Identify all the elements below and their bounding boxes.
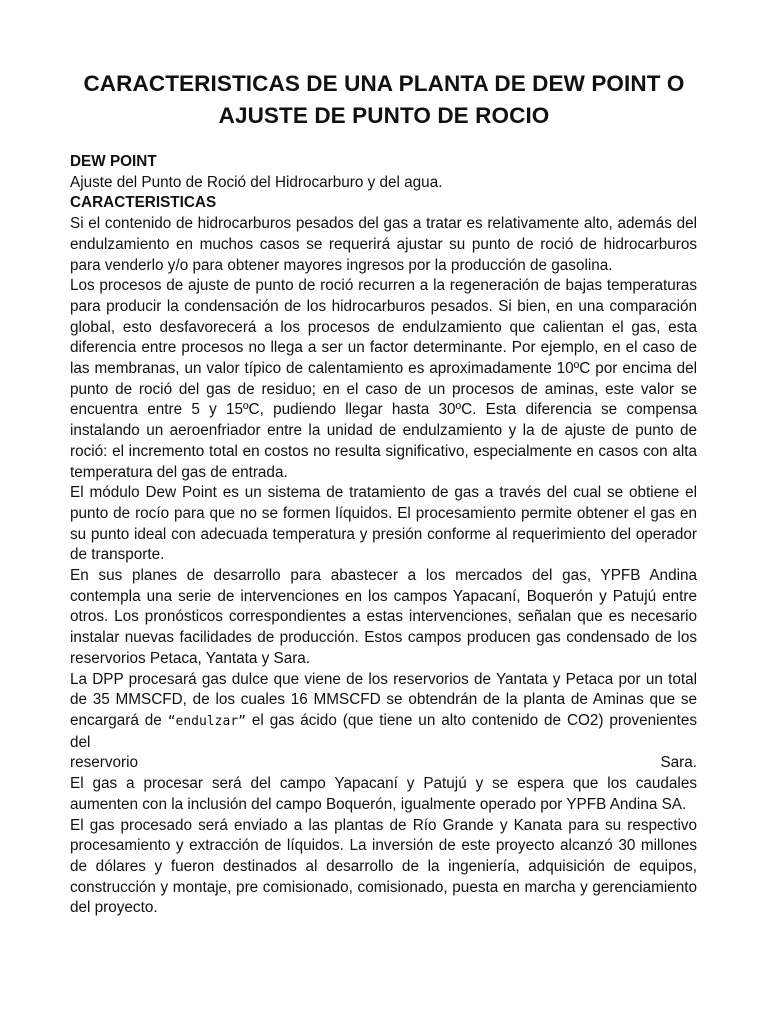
paragraph-dpp-part2: el gas ácido (que tiene un alto contenido de CO2) provenientes del [70,711,697,751]
paragraph-gas-procesar: El gas a procesar será del campo Yapacaní y Patujú y se espera que los caudales aumenten con la inclusión del campo Boquerón, igualmente operado por YPFB Andina SA. [70,775,697,813]
paragraph-contenido: Si el contenido de hidrocarburos pesados del gas a tratar es relativamente alto, además del endulzamiento en muchos casos se requerirá ajustar su punto de roció de hidrocarburos para venderlo y/o para obtener mayores ingresos por la producción de gasolina. [70,215,697,274]
page-title-line-2: AJUSTE DE PUNTO DE ROCIO [218,103,550,128]
document-body [70,152,697,919]
paragraph-dpp-last-right: Sara. [660,754,697,772]
page-title [60,68,708,132]
paragraph-gas-procesado: El gas procesado será enviado a las plantas de Río Grande y Kanata para su respectivo procesamiento y extracción de líquidos. La inversión de este proyecto alcanzó 30 millones de dólares y fueron destinados al desarrollo de la ingeniería, adquisición de equipos, construcción y montaje, pre comisionado, comisionado, puesta en marcha y gerenciamiento del proyecto. [70,816,697,917]
paragraph-planes-desarrollo: En sus planes de desarrollo para abastecer a los mercados del gas, YPFB Andina contempla una serie de intervenciones en los campos Yapacaní, Boquerón y Patujú entre otros. Los pronósticos correspondientes a estas intervenciones, señalan que es necesario instalar nuevas facilidades de producción. Estos campos producen gas condensado de los reservorios Petaca, Yantata y Sara. [70,567,697,667]
paragraph-procesos: Los procesos de ajuste de punto de roció recurren a la regeneración de bajas temperaturas para producir la condensación de los hidrocarburos pesados. Si bien, en una comparación global, esto desfavorecerá a los procesos de endulzamiento que calientan el gas, esta diferencia entre procesos no llega a ser un factor determinante. Por ejemplo, en el caso de las membranas, un valor típico de calentamiento es aproximadamente 10ºC por encima del punto de roció del gas de residuo; en el caso de un procesos de aminas, este valor se encuentra entre 5 y 15ºC, pudiendo llegar hasta 30ºC. Esta diferencia se compensa instalando un aeroenfriador entre la unidad de endulzamiento y la de ajuste de punto de roció: el incremento total en costos no resulta significativo, especialmente en casos con alta temperatura del gas de entrada. [70,277,697,481]
paragraph-dpp-part1: La DPP procesará gas dulce que viene de los reservorios de Yantata y Petaca por un total de 35 MMSCFD, de los cuales 16 MMSCFD se obtendrán de la planta de Aminas que se encargará de [70,670,697,729]
section-heading-dew-point: DEW POINT [70,153,157,170]
paragraph-dpp [70,670,697,754]
paragraph-dpp-last-line [70,753,697,774]
paragraph-dpp-last-left: reservorio [70,754,139,772]
quoted-term-endulzar: “endulzar” [167,713,246,729]
section-heading-caracteristicas: CARACTERISTICAS [70,194,217,212]
paragraph-modulo-dew-point: El módulo Dew Point es un sistema de tratamiento de gas a través del cual se obtiene el punto de rocío para que no se formen líquidos. El procesamiento permite obtener el gas en su punto ideal con adecuada temperatura y presión conforme al requerimiento del operador de transporte. [70,484,697,564]
subtitle-paragraph: Ajuste del Punto de Roció del Hidrocarburo y del agua. [70,173,443,191]
page-title-line-1: CARACTERISTICAS DE UNA PLANTA DE DEW POINT O [83,71,685,96]
